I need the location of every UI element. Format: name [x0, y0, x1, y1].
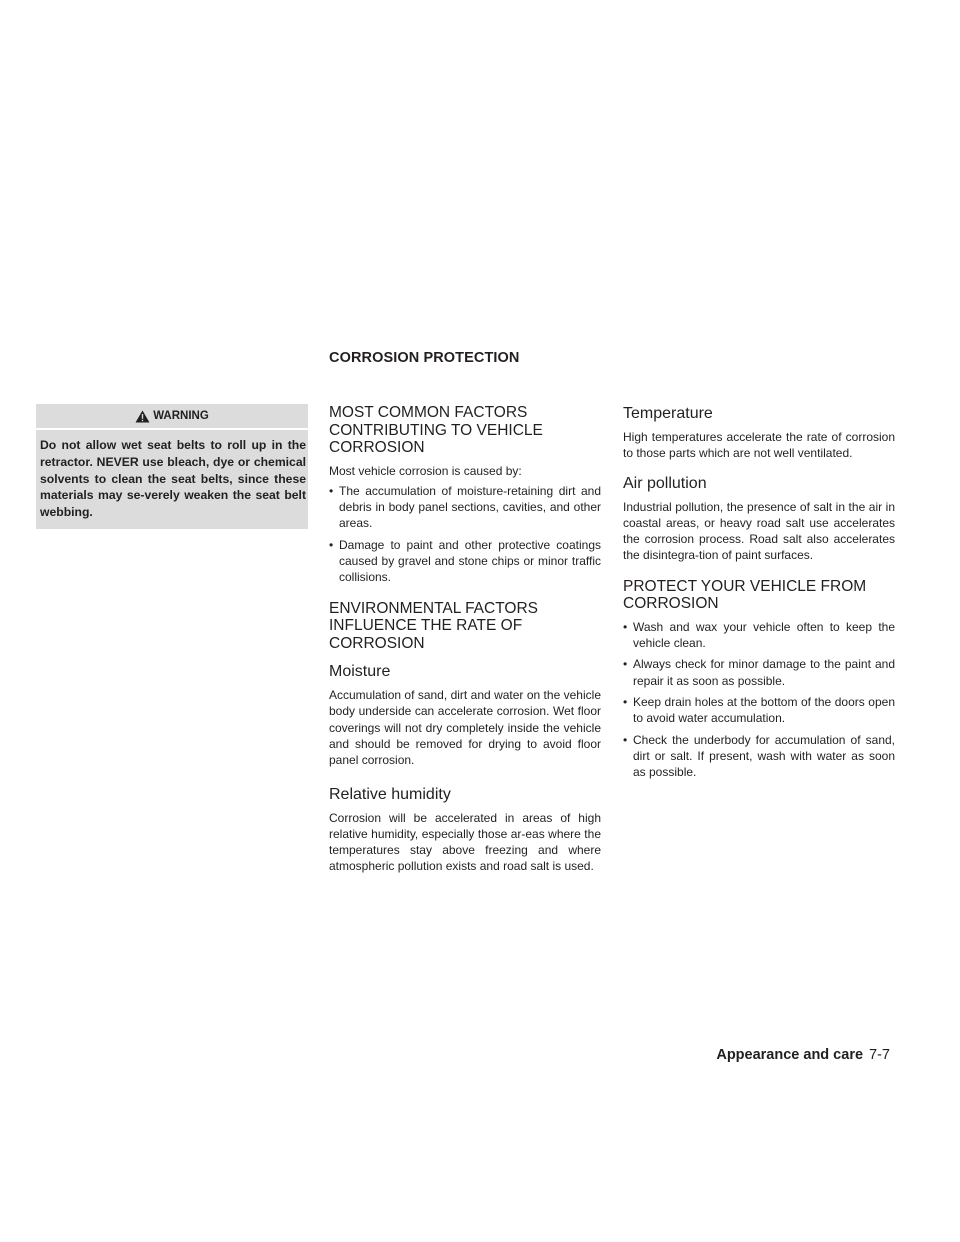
warning-box [36, 404, 308, 529]
moisture-text: Accumulation of sand, dirt and water on the vehicle body underside can accelerate corrosion. Wet floor coverings will not dry completely inside the vehicle and should be removed for drying to avoid floor panel corrosion. [329, 688, 601, 768]
page-footer [716, 1047, 890, 1063]
section-heading: CORROSION PROTECTION [329, 350, 520, 366]
column-middle [329, 404, 601, 875]
column-right [623, 404, 895, 785]
bullet: • [623, 732, 628, 747]
common-factors-intro: Most vehicle corrosion is caused by: [329, 463, 522, 478]
list-item-text: Keep drain holes at the bottom of the doors open to avoid water accumulation. [633, 694, 895, 726]
air-pollution-text: Industrial pollution, the presence of salt in the air in coastal areas, or heavy road salt use accelerates the corrosion process. Road salt also accelerates the disintegra-tion of paint surfaces. [623, 499, 895, 563]
list-item [623, 656, 895, 689]
list-item-text: Damage to paint and other protective coatings caused by gravel and stone chips or minor traffic collisions. [339, 537, 601, 585]
temperature-text: High temperatures accelerate the rate of corrosion to those parts which are not well ventilated. [623, 430, 895, 461]
environmental-heading: ENVIRONMENTAL FACTORS INFLUENCE THE RATE OF CORROSION [329, 599, 538, 652]
protect-heading: PROTECT YOUR VEHICLE FROM CORROSION [623, 577, 867, 613]
common-factors-heading: MOST COMMON FACTORS CONTRIBUTING TO VEHICLE CORROSION [329, 404, 543, 456]
warning-header [36, 404, 308, 430]
warning-title: WARNING [153, 410, 209, 422]
humidity-text: Corrosion will be accelerated in areas of high relative humidity, especially those ar-eas where the temperatures stay above freezing and where atmospheric pollution exists and road salt is used. [329, 810, 601, 874]
list-item-text: Check the underbody for accumulation of sand, dirt or salt. If present, wash with water as soon as possible. [633, 732, 895, 780]
moisture-heading: Moisture [329, 663, 391, 681]
column-left [36, 404, 308, 529]
common-factors-list [329, 483, 601, 586]
list-item [623, 619, 895, 652]
page-number: 7-7 [869, 1047, 890, 1063]
list-item-text: The accumulation of moisture-retaining dirt and debris in body panel sections, cavities, and other areas. [339, 483, 601, 531]
list-item [329, 537, 601, 586]
list-item-text: Wash and wax your vehicle often to keep the vehicle clean. [633, 619, 895, 651]
air-pollution-heading: Air pollution [623, 474, 707, 492]
bullet: • [623, 619, 628, 634]
list-item-text: Always check for minor damage to the paint and repair it as soon as possible. [633, 657, 895, 688]
footer-title: Appearance and care [716, 1047, 864, 1063]
warning-text: Do not allow wet seat belts to roll up in the retractor. NEVER use bleach, dye or chemical solvents to clean the seat belts, since these materials may se-verely weaken the seat belt webbing. [40, 438, 306, 520]
warning-triangle-icon [135, 410, 150, 423]
humidity-heading: Relative humidity [329, 785, 451, 803]
temperature-heading: Temperature [623, 405, 713, 422]
bullet: • [623, 657, 628, 672]
bullet: • [329, 483, 334, 498]
list-item [623, 694, 895, 727]
bullet: • [329, 537, 334, 552]
protect-list [623, 619, 895, 781]
bullet: • [623, 694, 628, 709]
list-item [329, 483, 601, 532]
list-item [623, 732, 895, 781]
